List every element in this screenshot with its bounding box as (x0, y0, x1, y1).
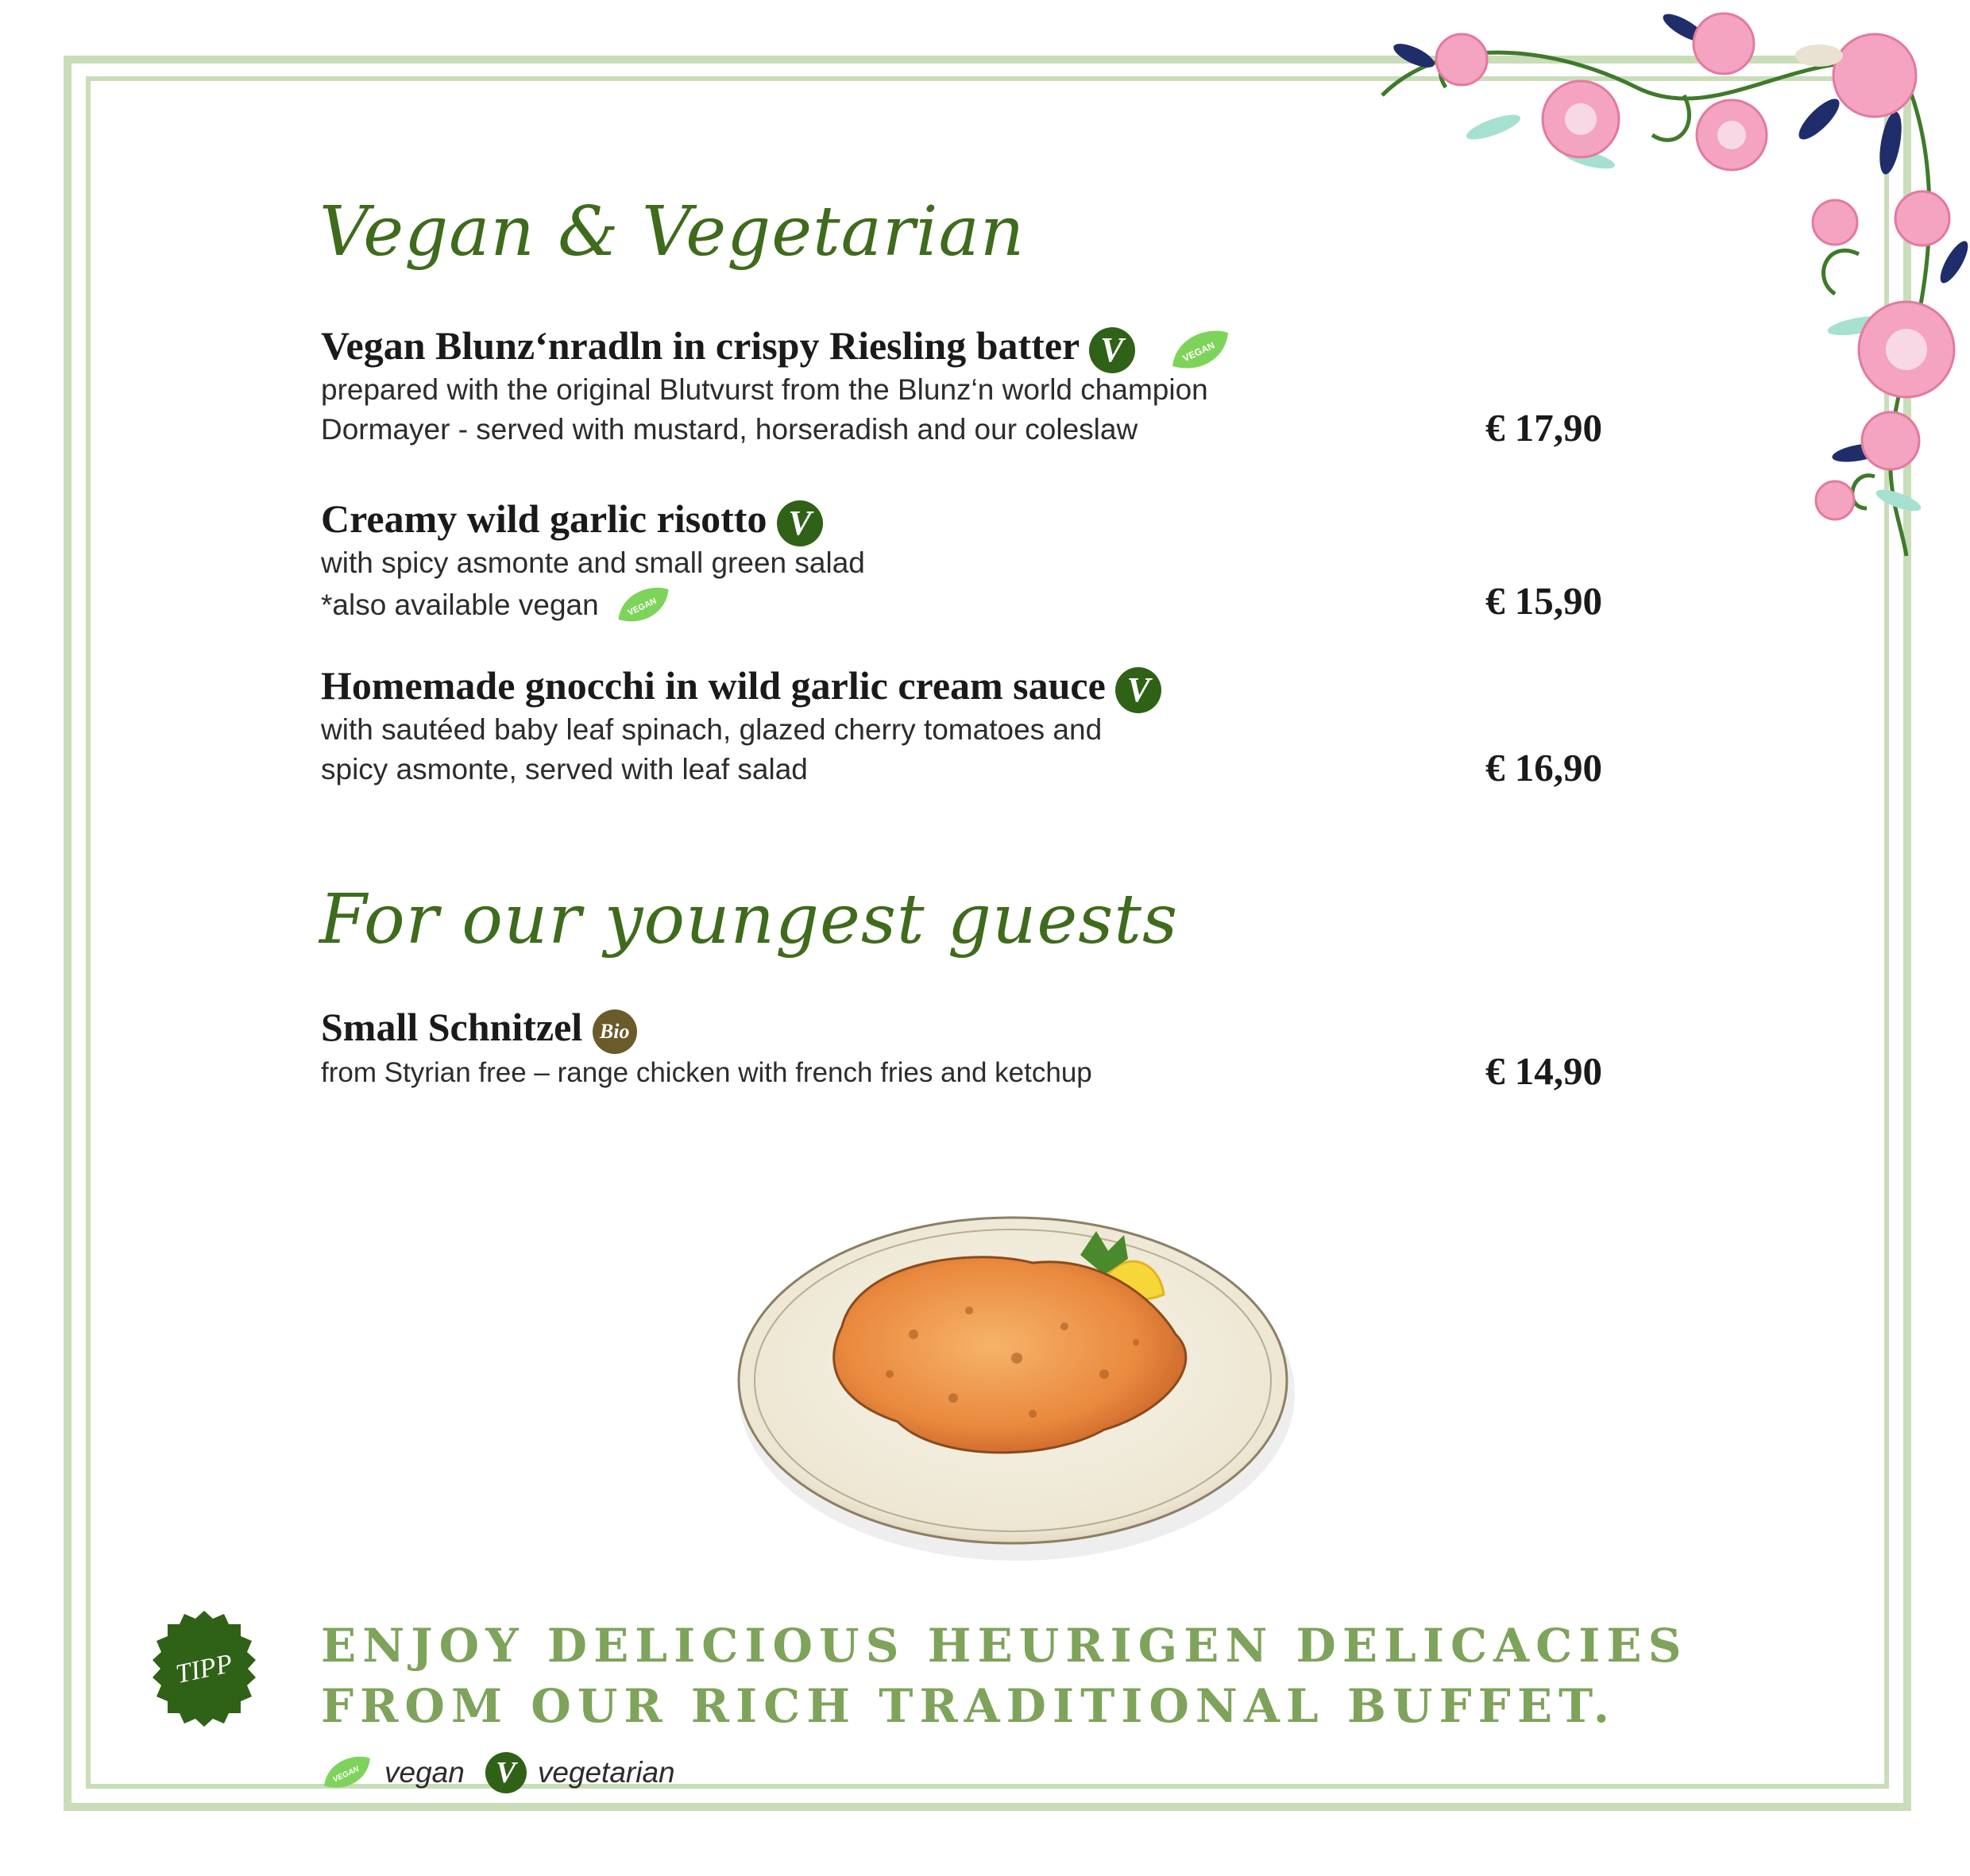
menu-item-description: *also available vegan VEGAN (321, 583, 672, 627)
menu-item-description: with spicy asmonte and small green salad (321, 546, 865, 579)
menu-item-name: Creamy wild garlic risotto V (321, 496, 823, 546)
menu-item-description: with sautéed baby leaf spinach, glazed cherry tomatoes and (321, 713, 1103, 746)
menu-item-price: € 17,90 (1485, 406, 1602, 450)
menu-item-description: spicy asmonte, served with leaf salad (321, 753, 808, 786)
menu-item-name: Vegan Blunz‘nradln in crispy Riesling batter V VEGAN (321, 322, 1232, 374)
vegetarian-v-icon: V (1115, 667, 1161, 713)
svg-text:VEGAN: VEGAN (626, 596, 659, 618)
section-title-vegan-vegetarian: Vegan & Vegetarian (319, 192, 1026, 272)
vegetarian-v-icon: V (1089, 327, 1135, 373)
section-title-youngest-guests: For our youngest guests (319, 880, 1179, 959)
menu-item-description: from Styrian free – range chicken with french fries and ketchup (321, 1057, 1092, 1088)
vegan-leaf-icon (321, 1753, 373, 1793)
svg-text:VEGAN: VEGAN (1180, 339, 1217, 364)
legend-vegetarian-label: vegetarian (537, 1756, 675, 1789)
legend (321, 1752, 675, 1793)
svg-text:VEGAN: VEGAN (331, 1764, 361, 1785)
vegetarian-v-icon: V (777, 500, 823, 546)
vegan-leaf-icon (1168, 326, 1232, 374)
tip-text-line: FROM OUR RICH TRADITIONAL BUFFET. (321, 1679, 1616, 1733)
menu-item-price: € 15,90 (1485, 579, 1602, 623)
tip-text-line: ENJOY DELICIOUS HEURIGEN DELICACIES (321, 1619, 1688, 1673)
vegetarian-v-icon: V (485, 1752, 527, 1793)
schnitzel-illustration (731, 1175, 1303, 1573)
menu-item-name: Small Schnitzel Bio (321, 1004, 637, 1054)
menu-item-price: € 16,90 (1485, 746, 1602, 789)
menu-item-description: prepared with the original Blutvurst from the Blunz‘n world champion (321, 373, 1208, 406)
floral-corner-decoration (1350, 0, 1970, 572)
tipp-seal-icon (145, 1609, 264, 1728)
menu-item-description: Dormayer - served with mustard, horseradish and our coleslaw (321, 413, 1138, 446)
legend-vegan-label: vegan (384, 1756, 465, 1789)
menu-item-name: Homemade gnocchi in wild garlic cream sauce V (321, 662, 1161, 713)
bio-icon: Bio (593, 1009, 637, 1054)
svg-text:TIPP: TIPP (173, 1648, 236, 1690)
vegan-leaf-icon (615, 583, 672, 627)
menu-item-price: € 14,90 (1485, 1049, 1602, 1093)
